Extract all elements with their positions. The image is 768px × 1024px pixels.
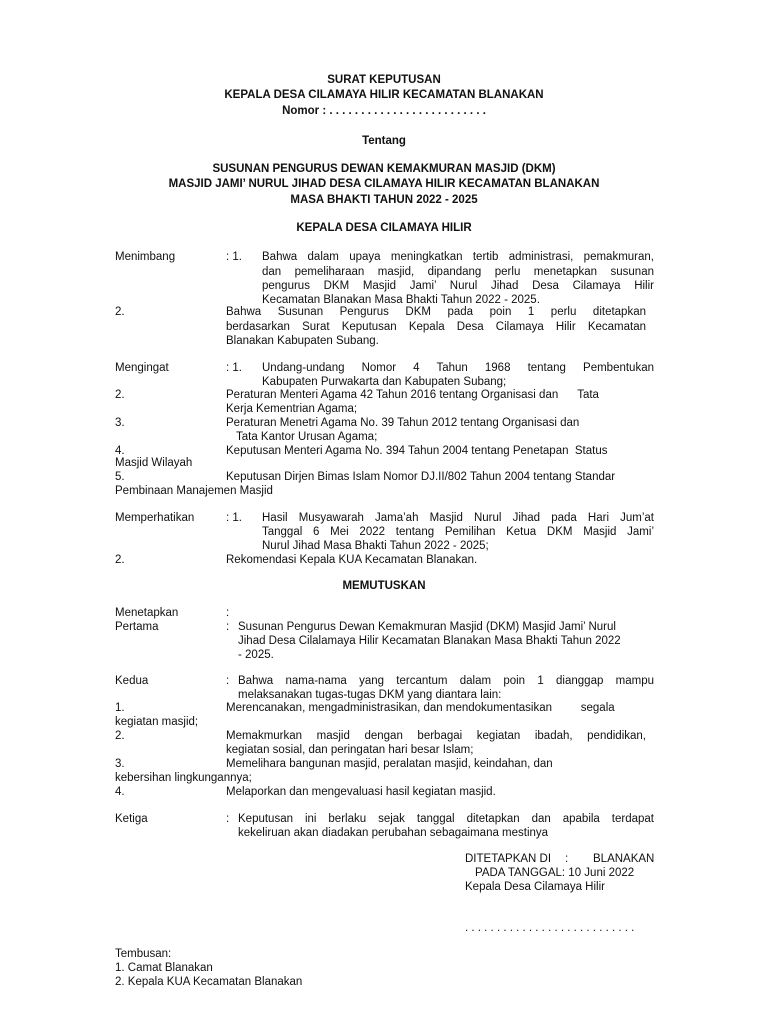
kedua-colon: : bbox=[226, 675, 230, 687]
ditetapkan-label: DITETAPKAN DI bbox=[465, 853, 552, 865]
menimbang-item1-line1: Bahwa dalam upaya meningkatkan tertib administrasi, pemakmuran, bbox=[262, 251, 654, 263]
tembusan-item-1: 1. Camat Blanakan bbox=[115, 962, 213, 974]
tanggal-line: PADA TANGGAL: 10 Juni 2022 bbox=[475, 867, 635, 879]
pertama-line2: Jihad Desa Cilalamaya Hilir Kecamatan Blanakan Masa Bhakti Tahun 2022 bbox=[238, 635, 621, 647]
memperhatikan-item2-line1: Rekomendasi Kepala KUA Kecamatan Blanakan. bbox=[226, 554, 478, 566]
mengingat-item4-line1: Keputusan Menteri Agama No. 394 Tahun 2004 tentang Penetapan Status bbox=[226, 445, 608, 457]
signature-dots: . . . . . . . . . . . . . . . . . . . . . . . . . . . bbox=[465, 922, 635, 934]
menetapkan-colon: : bbox=[226, 607, 230, 619]
kedua-item2-line1: Memakmurkan masjid dengan berbagai kegiatan ibadah, pendidikan, bbox=[226, 730, 646, 742]
kedua-item3-line2: kebersihan lingkungannya; bbox=[115, 772, 252, 784]
kedua-num2: 2. bbox=[115, 730, 125, 742]
kedua-label: Kedua bbox=[115, 675, 149, 687]
mengingat-item1-line1: Undang-undang Nomor 4 Tahun 1968 tentang Pembentukan bbox=[262, 362, 654, 374]
tembusan-item-2: 2. Kepala KUA Kecamatan Blanakan bbox=[115, 976, 303, 988]
mengingat-item5-line1: Keputusan Dirjen Bimas Islam Nomor DJ.II/802 Tahun 2004 tentang Standar bbox=[226, 471, 616, 483]
kedua-item1-line2: kegiatan masjid; bbox=[115, 716, 199, 728]
menetapkan-label: Menetapkan bbox=[115, 607, 179, 619]
mengingat-item4-line2: Masjid Wilayah bbox=[115, 457, 193, 469]
mengingat-item2-line1: Peraturan Menteri Agama 42 Tahun 2016 tentang Organisasi dan Tata bbox=[226, 389, 599, 401]
menimbang-item1-line2: dan pemeliharaan masjid, dipandang perlu menetapkan susunan bbox=[262, 266, 654, 278]
ketiga-line1: Keputusan ini berlaku sejak tanggal ditetapkan dan apabila terdapat bbox=[238, 813, 654, 825]
kedua-num1: 1. bbox=[115, 702, 125, 714]
doc-issuer: KEPALA DESA CILAMAYA HILIR KECAMATAN BLANAKAN bbox=[224, 89, 544, 101]
jabatan-line: Kepala Desa Cilamaya Hilir bbox=[465, 881, 605, 893]
kedua-item2-line2: kegiatan sosial, dan peringatan hari besar Islam; bbox=[226, 744, 474, 756]
mengingat-colon: : 1. bbox=[226, 362, 242, 374]
tentang-heading: Tentang bbox=[362, 135, 406, 147]
ketiga-label: Ketiga bbox=[115, 813, 148, 825]
kedua-num4: 4. bbox=[115, 786, 125, 798]
memperhatikan-label: Memperhatikan bbox=[115, 512, 195, 524]
memperhatikan-colon: : 1. bbox=[226, 512, 242, 524]
mengingat-item1-line2: Kabupaten Purwakarta dan Kabupaten Subang; bbox=[262, 376, 507, 388]
kedua-line2: melaksanakan tugas-tugas DKM yang diantara lain: bbox=[238, 689, 502, 701]
menimbang-item1-line4: Kecamatan Blanakan Masa Bhakti Tahun 2022 - 2025. bbox=[262, 294, 540, 306]
memperhatikan-item1-line1: Hasil Musyawarah Jama’ah Masjid Nurul Jihad pada Hari Jum’at bbox=[262, 512, 654, 524]
menimbang-item2-line3: Blanakan Kabupaten Subang. bbox=[226, 335, 379, 347]
pertama-line3: - 2025. bbox=[238, 649, 274, 661]
mengingat-num2: 2. bbox=[115, 389, 125, 401]
mengingat-label: Mengingat bbox=[115, 362, 169, 374]
ditetapkan-value: BLANAKAN bbox=[593, 853, 655, 865]
subject-line-3: MASA BHAKTI TAHUN 2022 - 2025 bbox=[290, 194, 478, 206]
mengingat-num5: 5. bbox=[115, 471, 125, 483]
mengingat-item2-line2: Kerja Kementrian Agama; bbox=[226, 403, 358, 415]
mengingat-num4: 4. bbox=[115, 445, 125, 457]
menimbang-label: Menimbang bbox=[115, 251, 176, 263]
memutuskan-heading: MEMUTUSKAN bbox=[342, 580, 426, 592]
menimbang-item2-line1: Bahwa Susunan Pengurus DKM pada poin 1 perlu ditetapkan bbox=[226, 306, 646, 318]
kedua-item1-line1: Merencanakan, mengadministrasikan, dan mendokumentasikan segala bbox=[226, 702, 615, 714]
kedua-item4-line1: Melaporkan dan mengevaluasi hasil kegiatan masjid. bbox=[226, 786, 496, 798]
mengingat-num3: 3. bbox=[115, 417, 125, 429]
kedua-item3-line1: Memelihara bangunan masjid, peralatan masjid, keindahan, dan bbox=[226, 758, 553, 770]
pertama-line1: Susunan Pengurus Dewan Kemakmuran Masjid (DKM) Masjid Jami’ Nurul bbox=[238, 621, 616, 633]
ditetapkan-colon: : bbox=[565, 853, 569, 865]
subject-line-2: MASJID JAMI’ NURUL JIHAD DESA CILAMAYA HILIR KECAMATAN BLANAKAN bbox=[168, 178, 600, 190]
memperhatikan-item1-line3: Nurul Jihad Masa Bhakti Tahun 2022 - 2025; bbox=[262, 540, 489, 552]
kedua-num3: 3. bbox=[115, 758, 125, 770]
mengingat-item5-line2: Pembinaan Manajemen Masjid bbox=[115, 485, 273, 497]
pertama-label: Pertama bbox=[115, 621, 159, 633]
mengingat-item3-line2: Tata Kantor Urusan Agama; bbox=[236, 431, 378, 443]
pertama-colon: : bbox=[226, 621, 230, 633]
official-heading: KEPALA DESA CILAMAYA HILIR bbox=[296, 222, 472, 234]
kedua-line1: Bahwa nama-nama yang tercantum dalam poin 1 dianggap mampu bbox=[238, 675, 654, 687]
menimbang-colon: : 1. bbox=[226, 251, 242, 263]
subject-line-1: SUSUNAN PENGURUS DEWAN KEMAKMURAN MASJID (DKM) bbox=[212, 163, 556, 175]
menimbang-item2-line2: berdasarkan Surat Keputusan Kepala Desa Cilamaya Hilir Kecamatan bbox=[226, 321, 646, 333]
doc-title: SURAT KEPUTUSAN bbox=[327, 74, 441, 86]
ketiga-colon: : bbox=[226, 813, 230, 825]
ketiga-line2: kekeliruan akan diadakan perubahan sebagaimana mestinya bbox=[238, 827, 549, 839]
menimbang-item1-line3: pengurus DKM Masjid Jami’ Nurul Jihad Desa Cilamaya Hilir bbox=[262, 280, 654, 292]
memperhatikan-item1-line2: Tanggal 6 Mei 2022 tentang Pemilihan Ketua DKM Masjid Jami’ bbox=[262, 526, 654, 538]
mengingat-item3-line1: Peraturan Menetri Agama No. 39 Tahun 2012 tentang Organisasi dan bbox=[226, 417, 580, 429]
menimbang-num2: 2. bbox=[115, 306, 125, 318]
memperhatikan-num2: 2. bbox=[115, 554, 125, 566]
doc-number: Nomor : . . . . . . . . . . . . . . . . . . . . . . . . . bbox=[282, 105, 486, 117]
tembusan-title: Tembusan: bbox=[115, 948, 172, 960]
